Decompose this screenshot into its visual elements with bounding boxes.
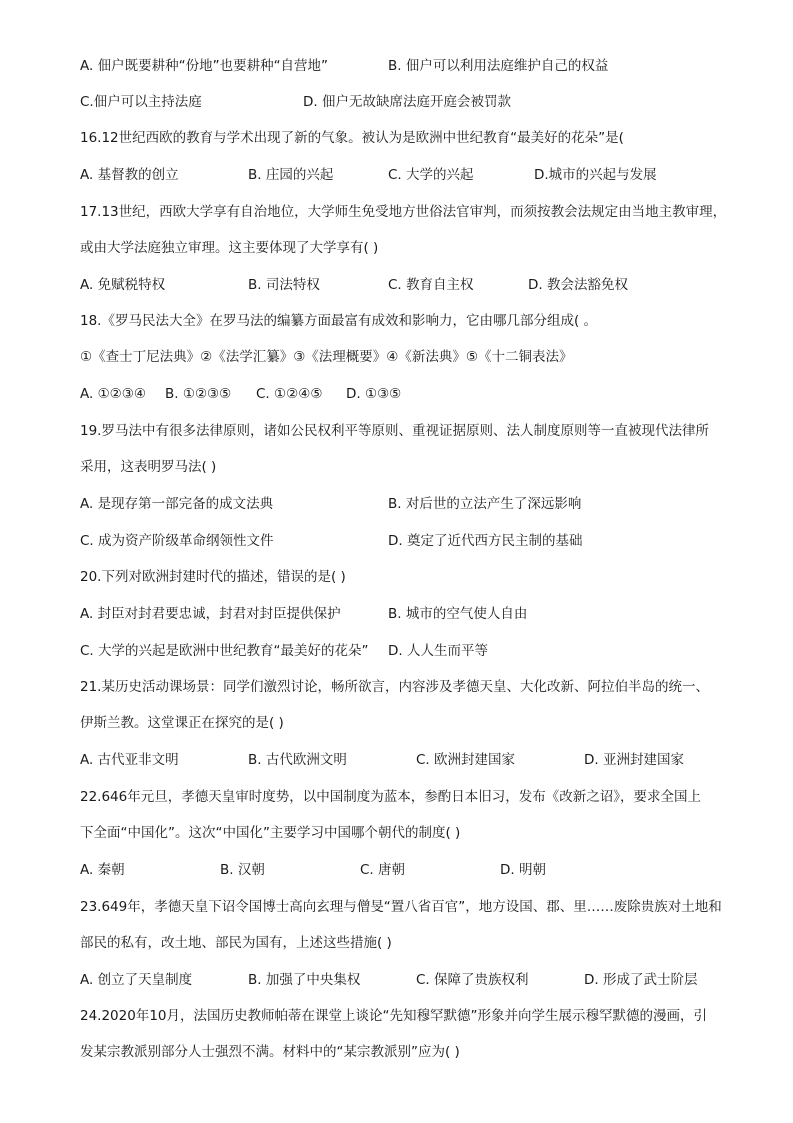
q21-option-d: D. 亚洲封建国家 [584, 752, 684, 768]
q18-option-b: B. ①②③⑤ [165, 386, 232, 402]
q23-option-c: C. 保障了贵族权利 [416, 972, 529, 988]
q22-option-a: A. 秦朝 [80, 862, 125, 878]
q17-option-b: B. 司法特权 [248, 277, 320, 293]
q22-stem-line1: 22.646年元旦，孝德天皇审时度势，以中国制度为蓝本，参酌日本旧习，发布《改新之诏》，要求全国上 [80, 789, 701, 805]
q23-stem-line2: 部民的私有，改土地、部民为国有，上述这些措施( ) [80, 935, 392, 951]
q20-option-d: D. 人人生而平等 [388, 643, 488, 659]
q21-option-a: A. 古代亚非文明 [80, 752, 179, 768]
q17-option-d: D. 教会法豁免权 [528, 277, 628, 293]
q17-stem-line2: 或由大学法庭独立审理。这主要体现了大学享有( ) [80, 240, 379, 256]
q18-option-a: A. ①②③④ [80, 386, 146, 402]
q15-option-b: B. 佃户可以利用法庭维护自己的权益 [388, 58, 609, 74]
q23-option-b: B. 加强了中央集权 [248, 972, 361, 988]
q20-option-c: C. 大学的兴起是欧洲中世纪教育“最美好的花朵” [80, 643, 369, 659]
q24-stem-line2: 发某宗教派别部分人士强烈不满。材料中的“某宗教派别”应为( ) [80, 1044, 460, 1060]
q15-option-d: D. 佃户无故缺席法庭开庭会被罚款 [303, 94, 511, 110]
q21-stem-line2: 伊斯兰教。这堂课正在探究的是( ) [80, 715, 284, 731]
q16-stem: 16.12世纪西欧的教育与学术出现了新的气象。被认为是欧洲中世纪教育“最美好的花朵”是( [80, 130, 624, 146]
q18-option-c: C. ①②④⑤ [256, 386, 323, 402]
q19-stem-line2: 采用，这表明罗马法( ) [80, 459, 217, 475]
q20-option-a: A. 封臣对封君要忠诚，封君对封臣提供保护 [80, 606, 341, 622]
q16-option-b: B. 庄园的兴起 [248, 167, 334, 183]
q18-stem: 18.《罗马民法大全》在罗马法的编纂方面最富有成效和影响力，它由哪几部分组成( 。 [80, 313, 598, 329]
q23-option-d: D. 形成了武士阶层 [584, 972, 698, 988]
q16-option-a: A. 基督教的创立 [80, 167, 179, 183]
q24-stem-line1: 24.2020年10月，法国历史教师帕蒂在课堂上谈论“先知穆罕默德”形象并向学生展示穆罕默德的漫画，引 [80, 1008, 707, 1024]
q15-option-c: C.佃户可以主持法庭 [80, 94, 202, 110]
q16-option-c: C. 大学的兴起 [388, 167, 474, 183]
q17-option-c: C. 教育自主权 [388, 277, 474, 293]
q22-option-b: B. 汉朝 [220, 862, 265, 878]
q22-option-c: C. 唐朝 [360, 862, 406, 878]
q23-stem-line1: 23.649年，孝德天皇下诏令国博士高向玄理与僧旻“置八省百官”，地方设国、郡、里……废除贵族对土地和 [80, 899, 722, 915]
q22-option-d: D. 明朝 [500, 862, 546, 878]
q19-stem-line1: 19.罗马法中有很多法律原则，诸如公民权利平等原则、重视证据原则、法人制度原则等一直被现代法律所 [80, 423, 709, 439]
q17-stem-line1: 17.13世纪，西欧大学享有自治地位，大学师生免受地方世俗法官审判，而须按教会法规定由当地主教审理， [80, 204, 727, 220]
q17-option-a: A. 免赋税特权 [80, 277, 166, 293]
q22-stem-line2: 下全面“中国化”。这次“中国化”主要学习中国哪个朝代的制度( ) [80, 825, 461, 841]
q21-option-b: B. 古代欧洲文明 [248, 752, 347, 768]
q20-option-b: B. 城市的空气使人自由 [388, 606, 528, 622]
q18-option-d: D. ①③⑤ [346, 386, 402, 402]
q19-option-c: C. 成为资产阶级革命纲领性文件 [80, 533, 274, 549]
q20-stem: 20.下列对欧洲封建时代的描述，错误的是( ) [80, 569, 346, 585]
q15-option-a: A. 佃户既要耕种“份地”也要耕种“自营地” [80, 58, 329, 74]
q16-option-d: D.城市的兴起与发展 [534, 167, 657, 183]
q21-stem-line1: 21.某历史活动课场景：同学们激烈讨论，畅所欲言，内容涉及孝德天皇、大化改新、阿拉伯半岛的统一、 [80, 679, 709, 695]
q21-option-c: C. 欧洲封建国家 [416, 752, 516, 768]
q19-option-d: D. 奠定了近代西方民主制的基础 [388, 533, 583, 549]
q18-items: ①《查士丁尼法典》②《法学汇纂》③《法理概要》④《新法典》⑤《十二铜表法》 [80, 349, 573, 365]
q19-option-b: B. 对后世的立法产生了深远影响 [388, 496, 582, 512]
q23-option-a: A. 创立了天皇制度 [80, 972, 193, 988]
q19-option-a: A. 是现存第一部完备的成文法典 [80, 496, 274, 512]
